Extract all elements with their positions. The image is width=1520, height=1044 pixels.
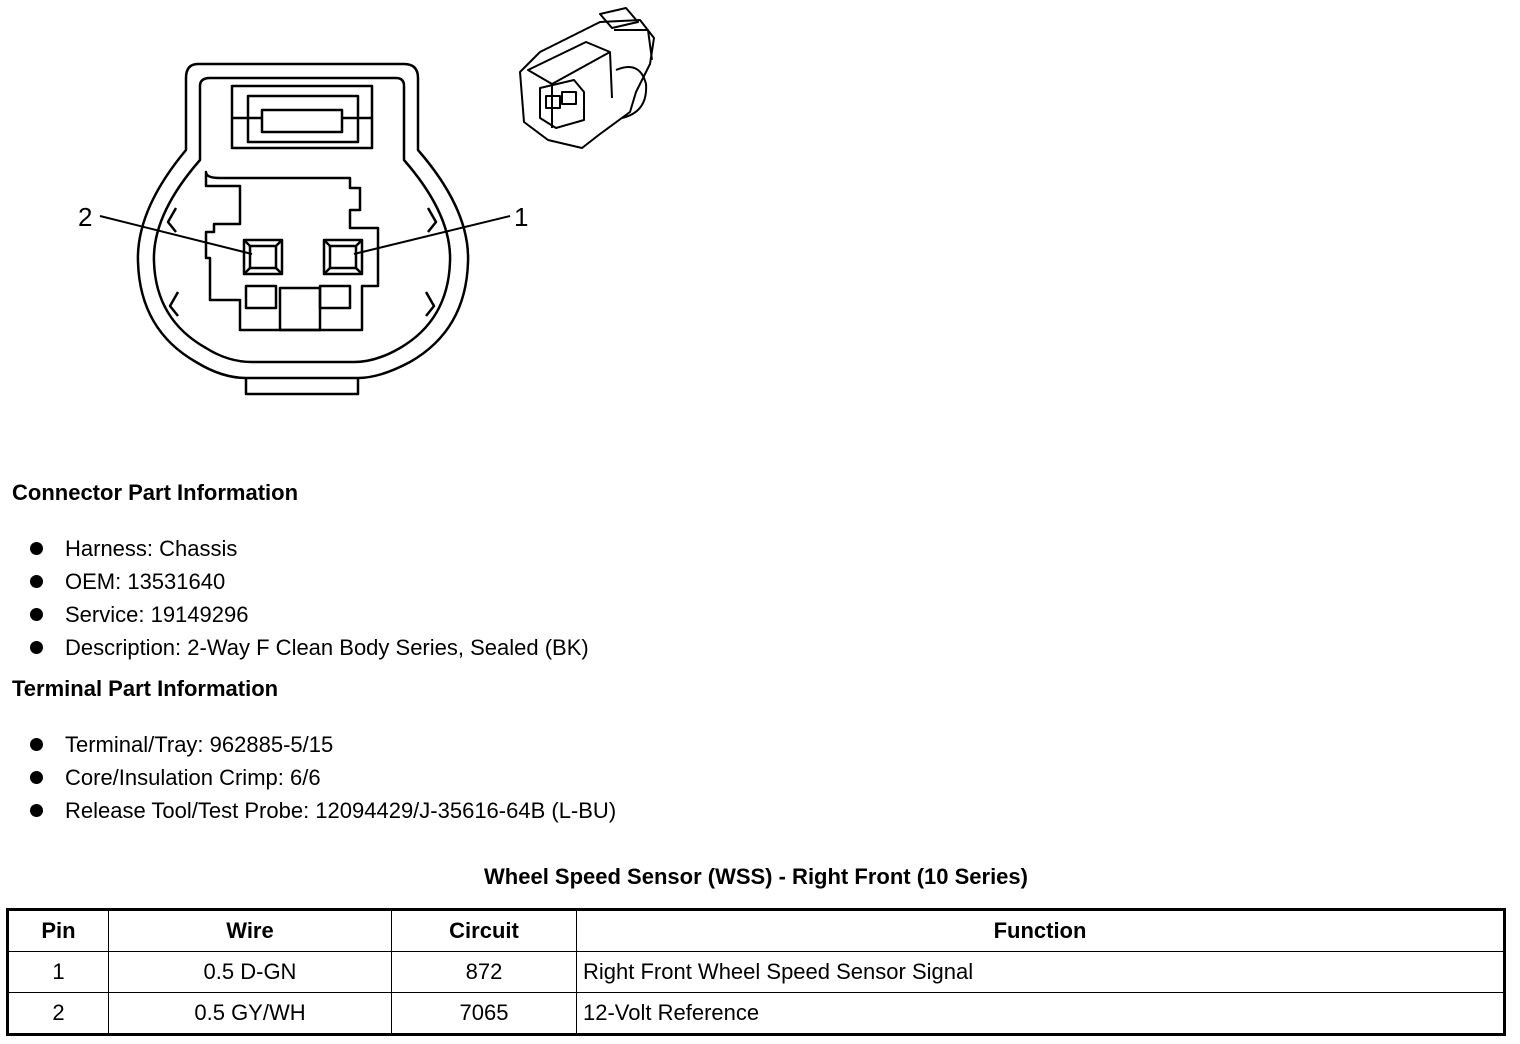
bullet-icon xyxy=(30,804,43,817)
connector-diagram xyxy=(0,0,700,410)
cell-circuit: 7065 xyxy=(392,993,577,1035)
bullet-icon xyxy=(30,575,43,588)
callout-2-leader xyxy=(100,216,252,254)
table-title: Wheel Speed Sensor (WSS) - Right Front (10 Series) xyxy=(484,864,1028,889)
pin-2-cavity xyxy=(244,240,282,274)
list-item: Terminal/Tray: 962885-5/15 xyxy=(26,728,616,761)
cell-wire: 0.5 GY/WH xyxy=(109,993,392,1035)
callout-1-label: 1 xyxy=(514,202,529,232)
list-item: Release Tool/Test Probe: 12094429/J-35616-64B (L-BU) xyxy=(26,794,616,827)
connector-info-title: Connector Part Information xyxy=(12,480,299,505)
terminal-info-title: Terminal Part Information xyxy=(12,676,279,701)
column-header-circuit: Circuit xyxy=(392,910,577,952)
callout-2-label: 2 xyxy=(78,202,93,232)
bullet-icon xyxy=(30,608,43,621)
latch-button xyxy=(262,110,342,132)
bullet-icon xyxy=(30,542,43,555)
column-header-pin: Pin xyxy=(8,910,109,952)
pin-1-cavity xyxy=(324,240,362,274)
cell-circuit: 872 xyxy=(392,952,577,993)
table-row xyxy=(8,993,1505,1035)
bullet-icon xyxy=(30,738,43,751)
bullet-icon xyxy=(30,641,43,654)
table-header-row xyxy=(8,910,1505,952)
connector-3d-thumbnail xyxy=(520,8,654,148)
cell-function: 12-Volt Reference xyxy=(577,993,1505,1035)
list-item: OEM: 13531640 xyxy=(26,565,589,598)
connector-housing-inner xyxy=(154,78,450,362)
cell-wire: 0.5 D-GN xyxy=(109,952,392,993)
table-row xyxy=(8,952,1505,993)
connector-info-list xyxy=(26,532,589,664)
list-item: Harness: Chassis xyxy=(26,532,589,565)
column-header-function: Function xyxy=(577,910,1505,952)
list-item: Description: 2-Way F Clean Body Series, Sealed (BK) xyxy=(26,631,589,664)
list-item: Service: 19149296 xyxy=(26,598,589,631)
connector-bottom-tab xyxy=(246,378,358,394)
cell-function: Right Front Wheel Speed Sensor Signal xyxy=(577,952,1505,993)
bullet-icon xyxy=(30,771,43,784)
cell-pin: 2 xyxy=(8,993,109,1035)
cell-pin: 1 xyxy=(8,952,109,993)
column-header-wire: Wire xyxy=(109,910,392,952)
list-item: Core/Insulation Crimp: 6/6 xyxy=(26,761,616,794)
pinout-table xyxy=(6,908,1506,1036)
terminal-info-list xyxy=(26,728,616,827)
terminal-cavity xyxy=(206,172,378,330)
